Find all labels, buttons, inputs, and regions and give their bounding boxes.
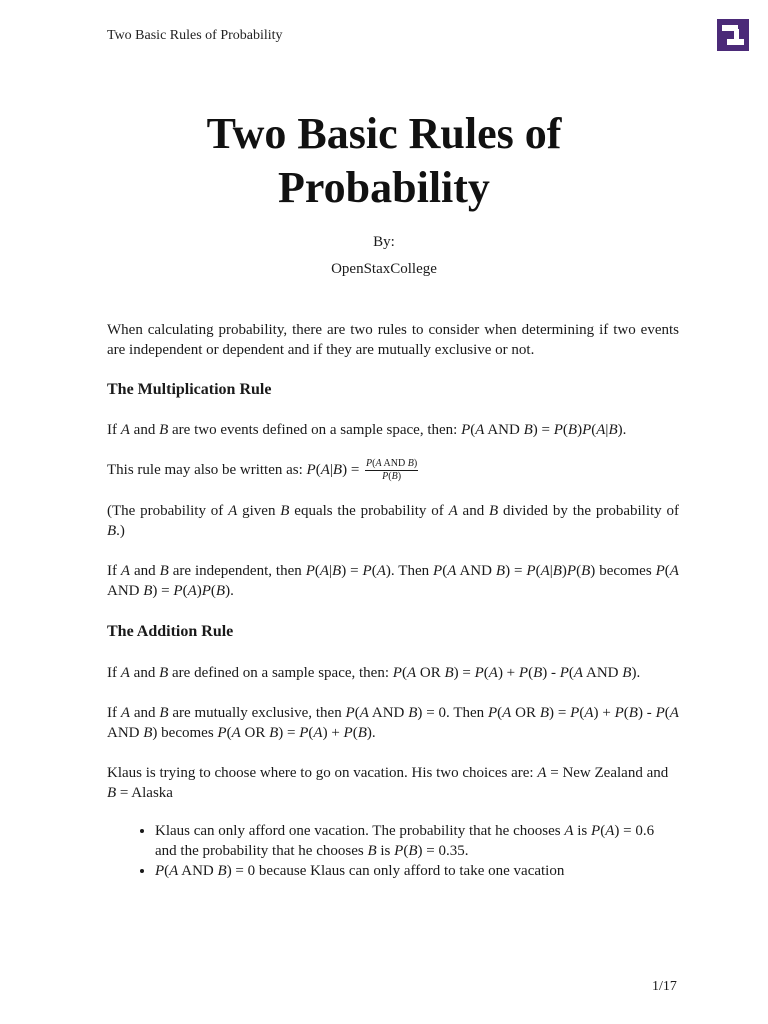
- byline-label: By:: [373, 234, 395, 250]
- openstax-logo-icon: [717, 19, 749, 51]
- formula: P(A OR B) = P(A) + P(B) - P(A AND B): [392, 665, 637, 681]
- multiplication-explanation: (The probability of A given B equals the probability of A and B divided by the probability of B.): [107, 503, 679, 539]
- document-title: [0, 107, 768, 215]
- formula: P(A|B) = P(A): [305, 563, 391, 579]
- list-item: • P(A AND B) = 0 because Klaus can only afford to take one vacation: [155, 861, 679, 881]
- multiplication-rule-heading: The Multiplication Rule: [107, 381, 272, 398]
- fraction: [365, 458, 418, 483]
- page-number: 1/17: [652, 979, 677, 994]
- example-intro: Klaus is trying to choose where to go on vacation. His two choices are: A = New Zealand and B = Alaska: [107, 765, 669, 801]
- multiplication-definition: If A and B are two events defined on a sample space, then: P(A AND B) = P(B)P(A|B).: [107, 422, 627, 438]
- formula: P(A AND B) = 0: [155, 863, 256, 879]
- formula: P(A AND B) = P(B)P(A|B).: [461, 422, 627, 438]
- addition-definition: If A and B are defined on a sample space, then: P(A OR B) = P(A) + P(B) - P(A AND B).: [107, 665, 641, 681]
- title-line-2: Probability: [278, 163, 490, 212]
- running-title: Two Basic Rules of Probability: [107, 28, 283, 43]
- example-bullet-list: [107, 821, 679, 881]
- fraction-numerator: P(A AND B): [366, 458, 418, 469]
- formula: P(B) = 0.35: [394, 843, 465, 859]
- formula: P(A AND B) = P(A|B)P(B): [433, 563, 596, 579]
- author-name: OpenStaxCollege: [331, 261, 437, 277]
- addition-rule-heading: The Addition Rule: [107, 623, 234, 640]
- mutually-exclusive-paragraph: If A and B are mutually exclusive, then P(A AND B) = 0. Then P(A OR B) = P(A) + P(B) - P(A AND B) becomes P(A OR B) = P(A) + P(B).: [107, 705, 679, 741]
- formula: P(A AND B) = 0: [345, 705, 447, 721]
- intro-paragraph: When calculating probability, there are two rules to consider when determining if two events are independent or dependent and if they are mutually exclusive or not.: [107, 322, 679, 358]
- formula: P(A AND B) = P(A)P(B): [107, 563, 679, 599]
- multiplication-alternate-form: This rule may also be written as: P(A|B) = $\frac{\text{P(A AND B)}}{P(B)}$: [107, 458, 418, 482]
- formula: P(A OR B) = P(A) + P(B) - P(A AND B): [107, 705, 679, 741]
- formula: P(A OR B) = P(A) + P(B): [217, 725, 372, 741]
- formula: P(A) = 0.6: [591, 823, 655, 839]
- independent-events-paragraph: If A and B are independent, then P(A|B) = P(A). Then P(A AND B) = P(A|B)P(B) becomes P(A AND B) = P(A)P(B).: [107, 563, 679, 599]
- formula: P(A|B) =: [306, 461, 364, 478]
- list-item: • Klaus can only afford one vacation. The probability that he chooses A is P(A) = 0.6 and the probability that he chooses B is P(B) = 0.35.: [155, 821, 679, 861]
- fraction-denominator: P(B): [382, 471, 402, 482]
- document-body: [107, 320, 679, 881]
- title-line-1: Two Basic Rules of: [206, 109, 562, 158]
